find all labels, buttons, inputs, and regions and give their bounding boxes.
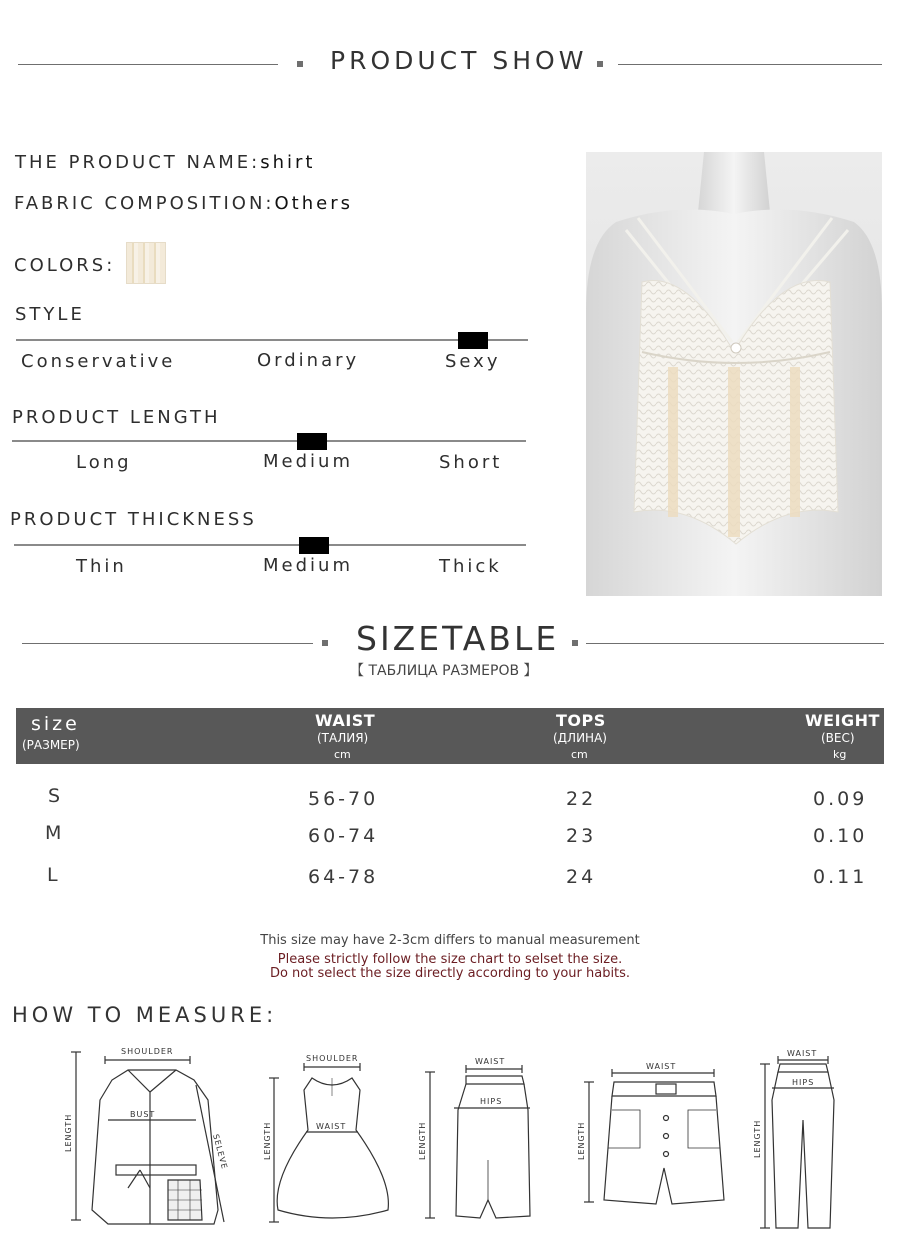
- col-header-waist-unit: cm: [334, 748, 351, 761]
- col-header-tops-sub: (ДЛИНА): [553, 731, 607, 745]
- label-length: LENGTH: [418, 1121, 427, 1160]
- product-name-label: THE PRODUCT NAME:: [15, 152, 261, 173]
- style-scale-marker: [458, 332, 488, 349]
- fabric-label: FABRIC COMPOSITION:: [14, 193, 275, 214]
- label-waist: WAIST: [316, 1122, 347, 1131]
- product-name-row: [15, 152, 315, 173]
- cell-tops: 22: [566, 788, 597, 810]
- cell-tops: 23: [566, 825, 597, 847]
- section-title: PRODUCT SHOW: [330, 46, 588, 75]
- cell-size: L: [47, 864, 61, 886]
- cell-weight: 0.10: [813, 825, 868, 847]
- colors-label: COLORS:: [14, 255, 116, 276]
- style-option-ordinary: Ordinary: [257, 350, 360, 371]
- label-waist: WAIST: [787, 1049, 818, 1058]
- jacket-figure: [71, 1052, 224, 1224]
- dress-figure: [269, 1063, 388, 1222]
- divider-dot: [597, 61, 603, 67]
- length-scale-marker: [297, 433, 327, 450]
- thickness-option-medium: Medium: [263, 555, 353, 576]
- thickness-option-thin: Thin: [76, 556, 127, 577]
- length-scale-title: PRODUCT LENGTH: [12, 407, 221, 428]
- cell-waist: 64-78: [308, 866, 379, 888]
- divider-line: [618, 64, 882, 65]
- thickness-option-thick: Thick: [439, 556, 502, 577]
- measure-figures: [0, 1040, 900, 1245]
- note-habits: Do not select the size directly according to your habits.: [269, 966, 631, 981]
- col-header-tops: TOPS: [556, 711, 606, 730]
- how-to-measure-title: HOW TO MEASURE:: [12, 1003, 278, 1027]
- label-sleeve: SELEVE: [211, 1133, 230, 1171]
- skirt-figure: [425, 1065, 530, 1218]
- label-length: LENGTH: [577, 1121, 586, 1160]
- cell-weight: 0.09: [813, 788, 868, 810]
- thickness-scale-title: PRODUCT THICKNESS: [10, 509, 257, 530]
- cell-weight: 0.11: [813, 866, 868, 888]
- sizetable-subtitle: 【 ТАБЛИЦА РАЗМЕРОВ 】: [350, 663, 538, 679]
- thickness-scale-marker: [299, 537, 329, 554]
- product-name-value: shirt: [260, 152, 316, 173]
- col-header-waist: WAIST: [315, 711, 376, 730]
- cell-waist: 60-74: [308, 825, 379, 847]
- note-follow-chart: Please strictly follow the size chart to selset the size.: [277, 952, 623, 967]
- style-scale-track: [16, 339, 528, 341]
- divider-line: [22, 643, 313, 644]
- divider-line: [18, 64, 278, 65]
- style-scale-title: STYLE: [15, 304, 85, 325]
- label-shoulder: SHOULDER: [121, 1047, 174, 1056]
- label-length: LENGTH: [263, 1121, 272, 1160]
- sizetable-title: SIZETABLE: [356, 619, 560, 658]
- col-header-weight-sub: (ВЕС): [821, 731, 855, 745]
- col-header-weight-unit: kg: [833, 748, 847, 761]
- label-hips: HIPS: [480, 1097, 503, 1106]
- label-waist: WAIST: [646, 1062, 677, 1071]
- length-option-short: Short: [439, 452, 503, 473]
- col-header-tops-unit: cm: [571, 748, 588, 761]
- color-swatch[interactable]: [126, 242, 166, 284]
- fabric-value: Others: [274, 193, 353, 214]
- length-scale-track: [12, 440, 526, 442]
- divider-line: [586, 643, 884, 644]
- label-bust: BUST: [130, 1110, 156, 1119]
- col-header-waist-sub: (ТАЛИЯ): [317, 731, 369, 745]
- cell-tops: 24: [566, 866, 597, 888]
- cell-size: S: [48, 785, 64, 807]
- style-option-conservative: Conservative: [21, 351, 176, 372]
- col-header-size: size: [31, 713, 80, 735]
- label-hips: HIPS: [792, 1078, 815, 1087]
- shorts-figure: [584, 1069, 724, 1204]
- length-option-long: Long: [76, 452, 132, 473]
- mannequin-crop-top-illustration: [586, 152, 882, 596]
- divider-dot: [572, 640, 578, 646]
- product-photo: [586, 152, 882, 596]
- length-option-medium: Medium: [263, 451, 353, 472]
- col-header-weight: WEIGHT: [805, 711, 880, 730]
- col-header-size-sub: (РАЗМЕР): [22, 738, 80, 752]
- label-waist: WAIST: [475, 1057, 506, 1066]
- divider-dot: [297, 61, 303, 67]
- size-table-header: [16, 708, 884, 764]
- note-measurement: This size may have 2-3cm differs to manual measurement: [260, 933, 640, 948]
- divider-dot: [322, 640, 328, 646]
- fabric-row: [14, 193, 353, 214]
- label-shoulder: SHOULDER: [306, 1054, 359, 1063]
- thickness-scale-track: [14, 544, 526, 546]
- cell-waist: 56-70: [308, 788, 379, 810]
- style-option-sexy: Sexy: [445, 351, 501, 372]
- cell-size: M: [45, 822, 65, 844]
- label-length: LENGTH: [753, 1119, 762, 1158]
- label-length: LENGTH: [64, 1113, 73, 1152]
